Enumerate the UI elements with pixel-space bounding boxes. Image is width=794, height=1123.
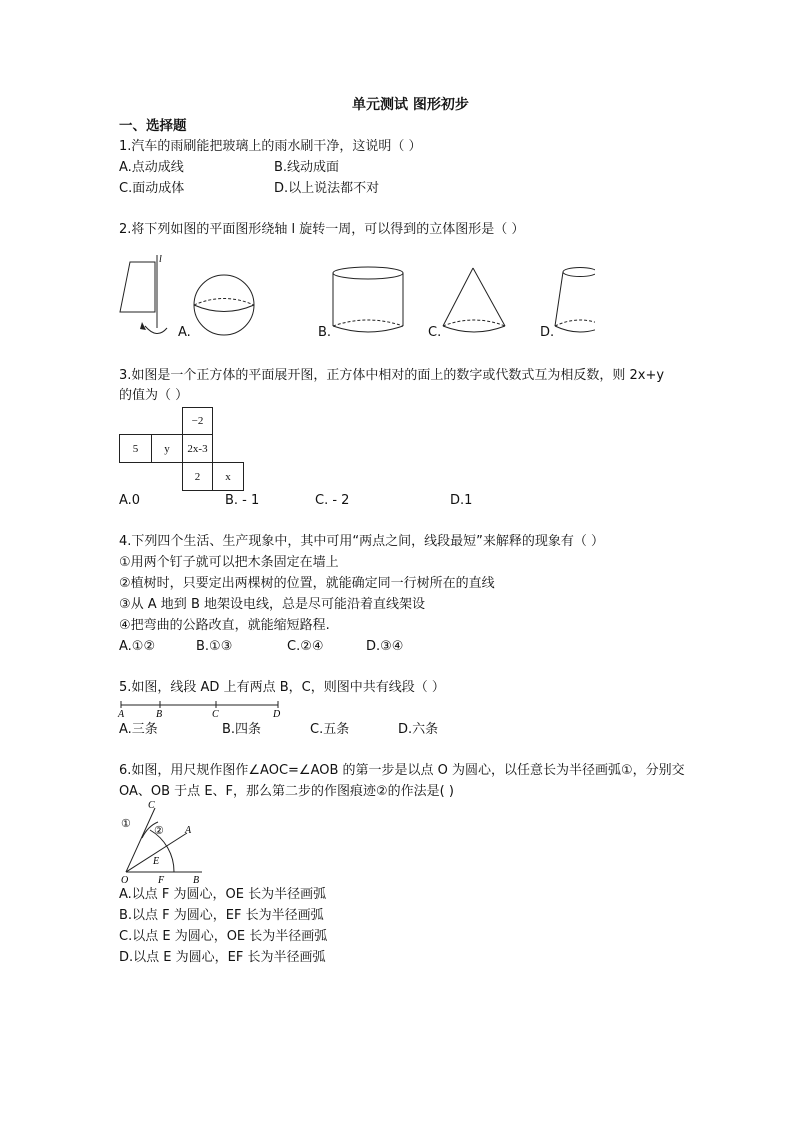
q6-option-c[interactable]: C.以点 E 为圆心，OE 长为半径画弧: [119, 929, 328, 944]
q2-option-a[interactable]: A.: [178, 325, 191, 340]
label-f: F: [158, 875, 165, 885]
q1-option-d[interactable]: D.以上说法都不对: [274, 181, 380, 196]
label-o: O: [121, 875, 129, 885]
net-cell-middle-left: y: [151, 434, 183, 463]
q3-option-d[interactable]: D.1: [450, 493, 473, 508]
label-c: C: [148, 800, 155, 811]
q2-option-c[interactable]: C.: [428, 325, 442, 340]
net-cell-center: 2x-3: [182, 434, 213, 463]
point-b-label: B: [156, 709, 163, 720]
q2-option-d[interactable]: D.: [540, 325, 555, 340]
q4-option-a[interactable]: A.①②: [119, 639, 156, 654]
net-cell-bottom: 2: [182, 462, 213, 491]
q5-option-a[interactable]: A.三条: [119, 722, 158, 737]
q2-frustum: [555, 268, 595, 333]
net-cell-left: 5: [119, 434, 152, 463]
q3-option-b[interactable]: B. - 1: [225, 493, 260, 508]
q2-option-b[interactable]: B.: [318, 325, 332, 340]
q4-item-3: ③从 A 地到 B 地架设电线，总是尽可能沿着直线架设: [119, 597, 425, 612]
q6-option-d[interactable]: D.以点 E 为圆心，EF 长为半径画弧: [119, 950, 326, 965]
label-arc-1: ①: [121, 818, 131, 830]
label-e: E: [153, 856, 160, 867]
q6-option-a[interactable]: A.以点 F 为圆心，OE 长为半径画弧: [119, 887, 327, 902]
q1-stem: 1.汽车的雨刷能把玻璃上的雨水刷干净，这说明（ ）: [119, 139, 422, 154]
q4-option-d[interactable]: D.③④: [366, 639, 404, 654]
q2-trapezoid-figure: [120, 254, 167, 334]
q6-construction-figure: [112, 800, 212, 885]
q3-stem-line2: 的值为（ ）: [119, 388, 189, 403]
q3-option-c[interactable]: C. - 2: [315, 493, 350, 508]
section-heading: 一、选择题: [119, 118, 187, 134]
q2-stem: 2.将下列如图的平面图形绕轴 l 旋转一周，可以得到的立体图形是（ ）: [119, 222, 525, 237]
net-cell-bottom-right: x: [212, 462, 244, 491]
q5-stem: 5.如图，线段 AD 上有两点 B，C，则图中共有线段（ ）: [119, 680, 445, 695]
q6-option-b[interactable]: B.以点 F 为圆心，EF 长为半径画弧: [119, 908, 324, 923]
label-a: A: [185, 825, 192, 836]
q4-item-2: ②植树时，只要定出两棵树的位置，就能确定同一行树所在的直线: [119, 576, 495, 591]
net-cell-top: −2: [182, 407, 213, 435]
q3-option-a[interactable]: A.0: [119, 493, 141, 508]
q4-stem: 4.下列四个生活、生产现象中，其中可用“两点之间，线段最短”来解释的现象有（ ）: [119, 534, 605, 549]
axis-label: l: [159, 254, 162, 265]
point-a-label: A: [118, 709, 125, 720]
label-arc-2: ②: [154, 825, 164, 837]
q6-stem-line2: OA、OB 于点 E、F，那么第二步的作图痕迹②的作法是( ): [119, 784, 454, 799]
q2-cylinder: [333, 267, 403, 332]
page-title: 单元测试 图形初步: [352, 97, 469, 113]
q5-option-b[interactable]: B.四条: [222, 722, 262, 737]
q4-option-c[interactable]: C.②④: [287, 639, 324, 654]
q4-item-4: ④把弯曲的公路改直，就能缩短路程.: [119, 618, 330, 633]
point-c-label: C: [212, 709, 219, 720]
q1-option-b[interactable]: B.线动成面: [274, 160, 340, 175]
q4-item-1: ①用两个钉子就可以把木条固定在墙上: [119, 555, 339, 570]
q5-option-d[interactable]: D.六条: [398, 722, 439, 737]
point-d-label: D: [273, 709, 281, 720]
label-b: B: [193, 875, 200, 885]
cube-net: [119, 407, 249, 492]
q6-stem-line1: 6.如图，用尺规作图作∠AOC=∠AOB 的第一步是以点 O 为圆心，以任意长为半径画弧①，分别交: [119, 763, 685, 778]
q2-sphere: [194, 275, 254, 335]
q1-option-a[interactable]: A.点动成线: [119, 160, 184, 175]
q5-option-c[interactable]: C.五条: [310, 722, 350, 737]
q4-option-b[interactable]: B.①③: [196, 639, 233, 654]
q2-cone: [443, 268, 505, 332]
q1-option-c[interactable]: C.面动成体: [119, 181, 185, 196]
q5-segment-figure: [115, 698, 290, 720]
q3-stem-line1: 3.如图是一个正方体的平面展开图，正方体中相对的面上的数字或代数式互为相反数，则 2x+y: [119, 368, 665, 383]
